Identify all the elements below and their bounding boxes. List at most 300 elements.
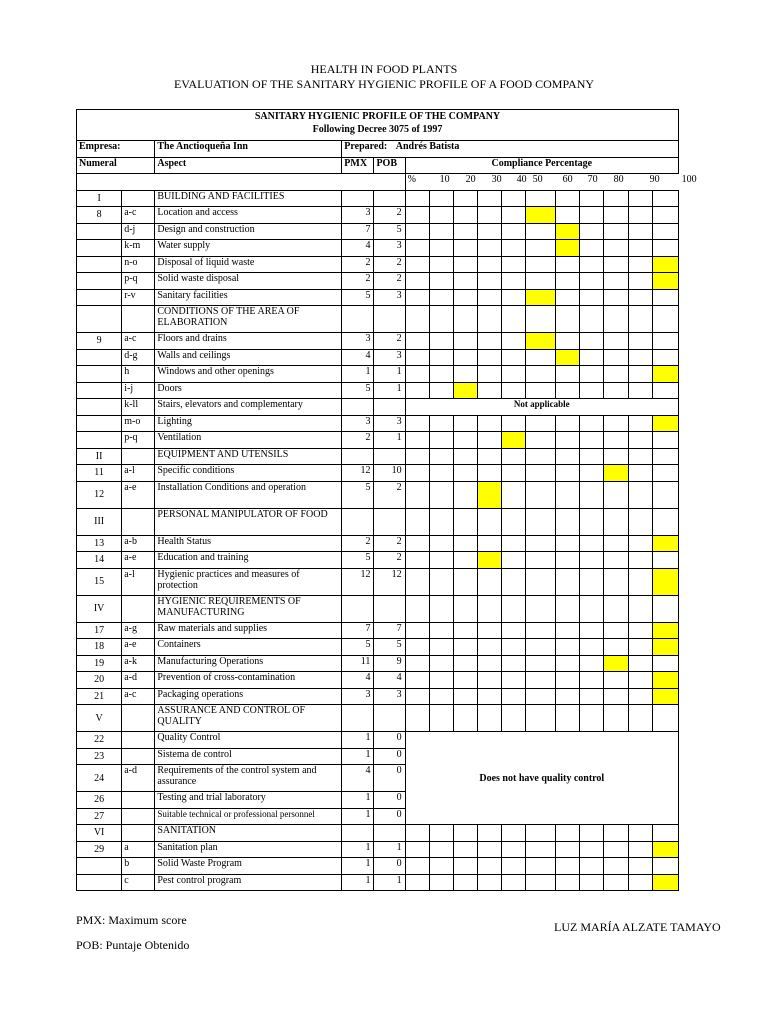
compliance-cell — [405, 223, 429, 240]
row-pob: 7 — [374, 622, 405, 639]
row-numeral: 11 — [77, 465, 122, 482]
row-pmx: 1 — [342, 748, 374, 765]
compliance-cell — [405, 289, 429, 306]
compliance-cell — [556, 672, 580, 689]
compliance-cell — [628, 825, 652, 842]
table-row — [77, 535, 679, 552]
compliance-cell — [556, 289, 580, 306]
compliance-cell — [477, 672, 501, 689]
row-pob: 3 — [374, 688, 405, 705]
row-numeral — [77, 223, 122, 240]
row-numeral: 17 — [77, 622, 122, 639]
compliance-cell — [405, 841, 429, 858]
compliance-cell — [628, 841, 652, 858]
row-pob — [374, 705, 405, 732]
compliance-cell — [405, 415, 429, 432]
compliance-cell — [502, 672, 526, 689]
compliance-cell — [405, 552, 429, 569]
compliance-cell — [429, 568, 453, 595]
row-aspect: Quality Control — [155, 732, 342, 749]
row-pob: 10 — [374, 465, 405, 482]
row-pmx: 2 — [342, 256, 374, 273]
compliance-cell — [502, 874, 526, 891]
compliance-cell — [580, 273, 604, 290]
row-numeral: I — [77, 190, 122, 207]
row-aspect: Location and access — [155, 207, 342, 224]
compliance-cell — [580, 382, 604, 399]
compliance-cell — [477, 333, 501, 350]
compliance-cell — [526, 552, 556, 569]
row-subsection — [122, 306, 155, 333]
row-pob: 1 — [374, 874, 405, 891]
compliance-cell — [652, 705, 678, 732]
compliance-cell — [526, 595, 556, 622]
row-pob — [374, 306, 405, 333]
row-subsection — [122, 732, 155, 749]
compliance-cell — [453, 858, 477, 875]
row-pob: 3 — [374, 349, 405, 366]
compliance-cell — [628, 688, 652, 705]
row-pob: 3 — [374, 415, 405, 432]
row-pmx: 2 — [342, 432, 374, 449]
row-aspect: Raw materials and supplies — [155, 622, 342, 639]
compliance-cell — [477, 465, 501, 482]
row-pmx: 1 — [342, 732, 374, 749]
row-numeral — [77, 432, 122, 449]
compliance-cell — [580, 432, 604, 449]
tick-label: 90 — [649, 174, 660, 185]
row-pmx: 12 — [342, 568, 374, 595]
row-aspect: Education and training — [155, 552, 342, 569]
compliance-cell — [429, 595, 453, 622]
row-numeral — [77, 874, 122, 891]
compliance-cell — [405, 448, 429, 465]
row-numeral: 9 — [77, 333, 122, 350]
compliance-cell — [429, 207, 453, 224]
compliance-highlight — [556, 240, 580, 257]
row-numeral: III — [77, 508, 122, 535]
row-pob — [374, 448, 405, 465]
compliance-cell — [502, 349, 526, 366]
compliance-highlight — [556, 223, 580, 240]
compliance-cell — [580, 552, 604, 569]
compliance-cell — [477, 349, 501, 366]
prepared-label: Prepared: — [344, 141, 388, 152]
compliance-highlight — [652, 874, 678, 891]
compliance-cell — [405, 595, 429, 622]
row-pob: 3 — [374, 289, 405, 306]
compliance-cell — [604, 841, 628, 858]
compliance-cell — [477, 366, 501, 383]
row-aspect: Prevention of cross-contamination — [155, 672, 342, 689]
compliance-cell — [453, 223, 477, 240]
compliance-highlight — [477, 481, 501, 508]
row-numeral — [77, 256, 122, 273]
compliance-cell — [526, 273, 556, 290]
row-numeral: 12 — [77, 481, 122, 508]
compliance-cell — [453, 841, 477, 858]
table-row — [77, 841, 679, 858]
row-pmx: 1 — [342, 792, 374, 809]
compliance-cell — [628, 448, 652, 465]
row-aspect: Windows and other openings — [155, 366, 342, 383]
compliance-cell — [556, 190, 580, 207]
table-row — [77, 448, 679, 465]
compliance-cell — [453, 349, 477, 366]
compliance-cell — [453, 432, 477, 449]
compliance-highlight — [652, 688, 678, 705]
compliance-cell — [405, 190, 429, 207]
tick-label: 100 — [681, 174, 697, 185]
row-subsection — [122, 190, 155, 207]
compliance-cell — [556, 481, 580, 508]
table-row — [77, 382, 679, 399]
compliance-cell — [628, 874, 652, 891]
compliance-cell — [502, 207, 526, 224]
compliance-cell — [526, 432, 556, 449]
compliance-cell — [526, 190, 556, 207]
compliance-cell — [526, 240, 556, 257]
row-subsection: b — [122, 858, 155, 875]
table-row — [77, 273, 679, 290]
row-aspect: Specific conditions — [155, 465, 342, 482]
row-numeral: II — [77, 448, 122, 465]
row-pob: 0 — [374, 765, 405, 792]
col-compliance: Compliance Percentage — [405, 157, 678, 174]
row-pob: 4 — [374, 672, 405, 689]
compliance-cell — [405, 333, 429, 350]
row-subsection: a-g — [122, 622, 155, 639]
compliance-cell — [453, 415, 477, 432]
ticks-row — [77, 174, 679, 191]
compliance-cell — [628, 481, 652, 508]
compliance-cell — [429, 289, 453, 306]
tick-label: 70 — [587, 174, 598, 185]
empresa-value: The Anctioqueña Inn — [155, 141, 342, 158]
compliance-cell — [405, 858, 429, 875]
compliance-cell — [604, 568, 628, 595]
row-subsection: a-e — [122, 552, 155, 569]
table-row — [77, 481, 679, 508]
compliance-cell — [429, 432, 453, 449]
compliance-cell — [604, 366, 628, 383]
compliance-highlight — [604, 465, 628, 482]
compliance-cell — [628, 223, 652, 240]
compliance-cell — [429, 240, 453, 257]
compliance-cell — [580, 655, 604, 672]
compliance-cell — [453, 465, 477, 482]
row-aspect: ASSURANCE AND CONTROL OF QUALITY — [155, 705, 342, 732]
compliance-cell — [429, 448, 453, 465]
compliance-cell — [580, 349, 604, 366]
pmx-legend: PMX: Maximum score — [76, 913, 187, 927]
table-row — [77, 568, 679, 595]
compliance-cell — [556, 841, 580, 858]
row-aspect: CONDITIONS OF THE AREA OF ELABORATION — [155, 306, 342, 333]
row-numeral: 15 — [77, 568, 122, 595]
compliance-cell — [429, 273, 453, 290]
compliance-cell — [526, 622, 556, 639]
compliance-cell — [526, 655, 556, 672]
compliance-cell — [628, 333, 652, 350]
row-aspect: Suitable technical or professional personnel — [155, 808, 342, 825]
table-row — [77, 223, 679, 240]
compliance-cell — [526, 508, 556, 535]
compliance-cell — [628, 672, 652, 689]
row-numeral: 20 — [77, 672, 122, 689]
compliance-cell — [604, 595, 628, 622]
compliance-cell — [652, 465, 678, 482]
compliance-cell — [628, 366, 652, 383]
tick-label: % — [407, 174, 416, 185]
compliance-cell — [526, 568, 556, 595]
compliance-cell — [453, 207, 477, 224]
row-subsection: p-q — [122, 273, 155, 290]
row-pmx: 1 — [342, 858, 374, 875]
compliance-cell — [477, 874, 501, 891]
row-numeral: 19 — [77, 655, 122, 672]
compliance-cell — [556, 366, 580, 383]
compliance-cell — [604, 535, 628, 552]
row-pob: 9 — [374, 655, 405, 672]
row-aspect: HYGIENIC REQUIREMENTS OF MANUFACTURING — [155, 595, 342, 622]
compliance-cell — [628, 273, 652, 290]
table-row — [77, 688, 679, 705]
no-quality-control-note: Does not have quality control — [405, 732, 678, 825]
compliance-cell — [556, 568, 580, 595]
compliance-cell — [453, 595, 477, 622]
row-aspect: Sistema de control — [155, 748, 342, 765]
compliance-cell — [405, 672, 429, 689]
row-subsection: a — [122, 841, 155, 858]
compliance-cell — [453, 568, 477, 595]
not-applicable-note: Not applicable — [405, 399, 678, 416]
row-pmx: 1 — [342, 808, 374, 825]
compliance-cell — [580, 481, 604, 508]
compliance-cell — [628, 432, 652, 449]
compliance-cell — [652, 382, 678, 399]
row-subsection: a-l — [122, 568, 155, 595]
compliance-cell — [502, 240, 526, 257]
compliance-cell — [580, 874, 604, 891]
table-row — [77, 349, 679, 366]
column-header-row — [77, 157, 679, 174]
compliance-cell — [652, 858, 678, 875]
table-row — [77, 366, 679, 383]
row-subsection — [122, 748, 155, 765]
row-pmx — [342, 399, 374, 416]
compliance-cell — [580, 568, 604, 595]
row-pob: 1 — [374, 841, 405, 858]
row-numeral — [77, 858, 122, 875]
compliance-cell — [429, 223, 453, 240]
compliance-cell — [502, 655, 526, 672]
row-subsection: a-l — [122, 465, 155, 482]
compliance-cell — [526, 415, 556, 432]
compliance-highlight — [652, 568, 678, 595]
compliance-cell — [652, 223, 678, 240]
compliance-cell — [429, 858, 453, 875]
row-pmx: 1 — [342, 841, 374, 858]
row-subsection — [122, 808, 155, 825]
row-numeral — [77, 399, 122, 416]
compliance-cell — [556, 552, 580, 569]
compliance-cell — [477, 858, 501, 875]
compliance-highlight — [604, 655, 628, 672]
compliance-cell — [429, 825, 453, 842]
row-pob — [374, 399, 405, 416]
compliance-cell — [405, 256, 429, 273]
compliance-cell — [604, 622, 628, 639]
compliance-cell — [604, 825, 628, 842]
compliance-cell — [526, 672, 556, 689]
compliance-cell — [429, 508, 453, 535]
row-aspect: Walls and ceilings — [155, 349, 342, 366]
compliance-cell — [502, 688, 526, 705]
row-pmx: 3 — [342, 333, 374, 350]
compliance-cell — [580, 240, 604, 257]
row-subsection: h — [122, 366, 155, 383]
compliance-cell — [502, 595, 526, 622]
compliance-cell — [405, 825, 429, 842]
row-aspect: Sanitary facilities — [155, 289, 342, 306]
compliance-cell — [628, 349, 652, 366]
compliance-cell — [502, 465, 526, 482]
compliance-cell — [526, 223, 556, 240]
compliance-cell — [429, 333, 453, 350]
compliance-cell — [477, 415, 501, 432]
row-subsection: d-j — [122, 223, 155, 240]
row-pob — [374, 190, 405, 207]
compliance-cell — [580, 415, 604, 432]
row-subsection: p-q — [122, 432, 155, 449]
compliance-cell — [652, 207, 678, 224]
compliance-cell — [580, 366, 604, 383]
compliance-cell — [604, 705, 628, 732]
row-numeral: 24 — [77, 765, 122, 792]
compliance-cell — [502, 223, 526, 240]
table-title: SANITARY HYGIENIC PROFILE OF THE COMPANY — [254, 111, 501, 122]
compliance-cell — [429, 306, 453, 333]
row-pob — [374, 508, 405, 535]
row-pmx: 3 — [342, 207, 374, 224]
compliance-cell — [477, 240, 501, 257]
compliance-cell — [477, 595, 501, 622]
ticks-cell — [405, 174, 697, 191]
compliance-cell — [429, 622, 453, 639]
compliance-cell — [429, 366, 453, 383]
row-aspect: PERSONAL MANIPULATOR OF FOOD — [155, 508, 342, 535]
compliance-cell — [652, 306, 678, 333]
row-subsection: a-c — [122, 688, 155, 705]
compliance-cell — [477, 688, 501, 705]
compliance-cell — [477, 622, 501, 639]
compliance-cell — [526, 465, 556, 482]
table-row — [77, 672, 679, 689]
row-numeral: 21 — [77, 688, 122, 705]
compliance-cell — [652, 655, 678, 672]
compliance-cell — [604, 223, 628, 240]
compliance-highlight — [652, 639, 678, 656]
compliance-cell — [628, 465, 652, 482]
row-aspect: Solid waste disposal — [155, 273, 342, 290]
row-pmx: 5 — [342, 289, 374, 306]
ticks-scale — [406, 174, 697, 186]
row-pmx — [342, 508, 374, 535]
compliance-cell — [580, 705, 604, 732]
row-pob: 2 — [374, 207, 405, 224]
table-row — [77, 333, 679, 350]
row-pmx — [342, 448, 374, 465]
ticks-spacer — [77, 174, 406, 191]
row-numeral: 23 — [77, 748, 122, 765]
row-pob — [374, 825, 405, 842]
row-aspect: BUILDING AND FACILITIES — [155, 190, 342, 207]
row-numeral: IV — [77, 595, 122, 622]
row-pob: 1 — [374, 432, 405, 449]
compliance-cell — [429, 705, 453, 732]
compliance-cell — [526, 858, 556, 875]
compliance-cell — [628, 655, 652, 672]
compliance-cell — [556, 273, 580, 290]
table-row — [77, 306, 679, 333]
compliance-cell — [429, 465, 453, 482]
compliance-cell — [502, 273, 526, 290]
compliance-cell — [453, 639, 477, 656]
compliance-highlight — [477, 552, 501, 569]
row-numeral — [77, 382, 122, 399]
compliance-cell — [453, 190, 477, 207]
table-row — [77, 432, 679, 449]
row-pob: 2 — [374, 256, 405, 273]
compliance-cell — [405, 481, 429, 508]
row-numeral: VI — [77, 825, 122, 842]
row-subsection: r-v — [122, 289, 155, 306]
compliance-cell — [453, 874, 477, 891]
compliance-cell — [604, 273, 628, 290]
table-row — [77, 465, 679, 482]
row-pob: 0 — [374, 732, 405, 749]
table-row — [77, 639, 679, 656]
row-pmx: 5 — [342, 552, 374, 569]
row-pmx: 2 — [342, 535, 374, 552]
prepared-cell — [342, 141, 679, 158]
row-aspect: Requirements of the control system and assurance — [155, 765, 342, 792]
tick-label: 50 — [532, 174, 543, 185]
row-aspect: Stairs, elevators and complementary — [155, 399, 342, 416]
compliance-cell — [604, 858, 628, 875]
compliance-cell — [652, 432, 678, 449]
author-name: LUZ MARÍA ALZATE TAMAYO — [554, 920, 721, 934]
compliance-highlight — [526, 333, 556, 350]
row-subsection: k-m — [122, 240, 155, 257]
compliance-cell — [405, 382, 429, 399]
col-numeral: Numeral — [77, 157, 155, 174]
row-aspect: Hygienic practices and measures of protection — [155, 568, 342, 595]
table-row — [77, 622, 679, 639]
row-pob: 2 — [374, 481, 405, 508]
compliance-cell — [604, 190, 628, 207]
row-subsection: a-e — [122, 481, 155, 508]
row-pob: 1 — [374, 382, 405, 399]
compliance-cell — [405, 306, 429, 333]
compliance-cell — [580, 595, 604, 622]
row-numeral: V — [77, 705, 122, 732]
compliance-cell — [502, 448, 526, 465]
table-title-cell — [77, 110, 679, 141]
compliance-cell — [502, 415, 526, 432]
row-aspect: Solid Waste Program — [155, 858, 342, 875]
